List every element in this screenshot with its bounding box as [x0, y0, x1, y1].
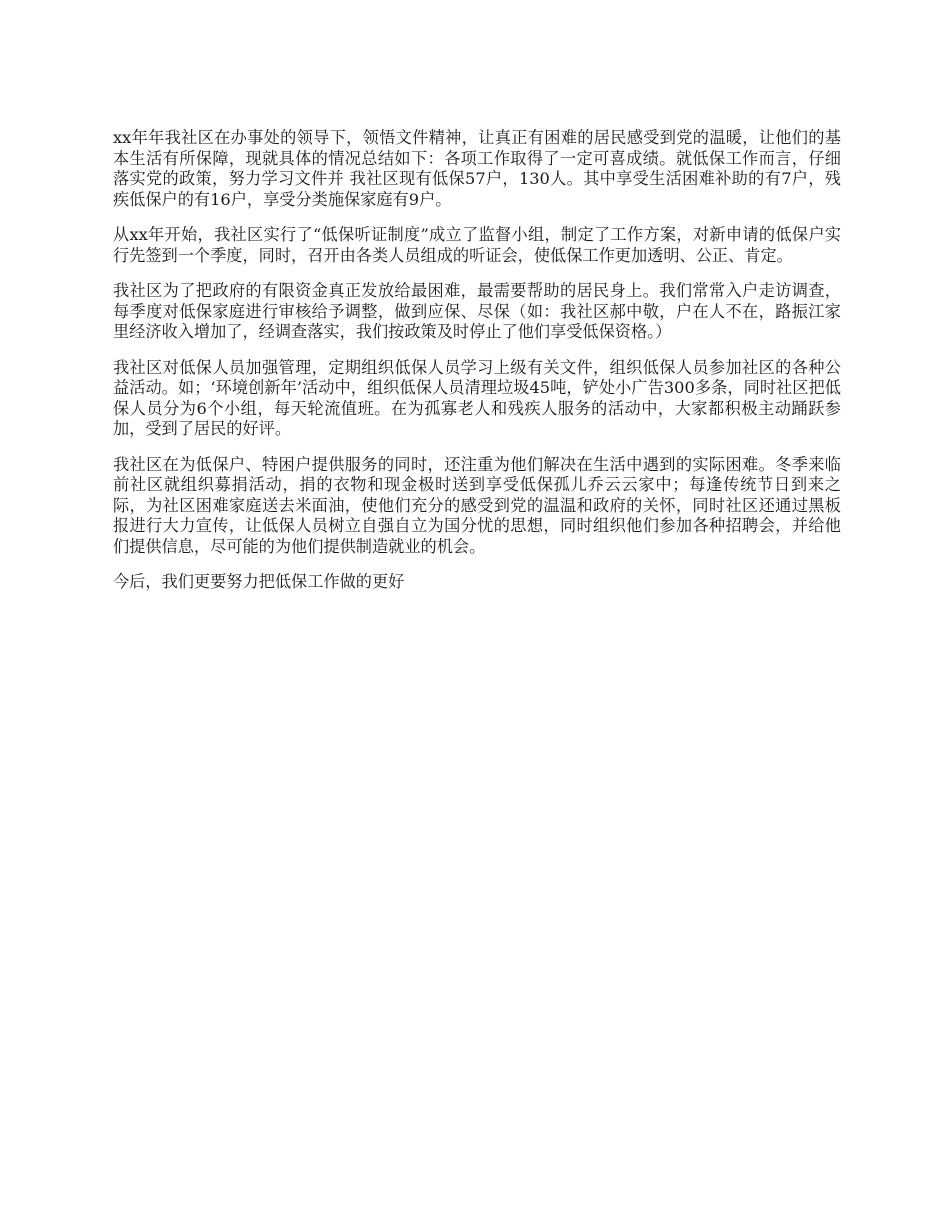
- paragraph-6: 今后，我们更要努力把低保工作做的更好: [113, 572, 405, 591]
- paragraph-3: 我社区为了把政府的有限资金真正发放给最困难，最需要帮助的居民身上。我们常常入户走访调查，每季度对低保家庭进行审核给予调整，做到应保、尽保（如：我社区郝中敬，户在人不在，路振江家里经济收入增加了，经调查落实，我们按政策及时停止了他们享受低保资格。）: [113, 281, 841, 341]
- paragraph-5: 我社区在为低保户、特困户提供服务的同时，还注重为他们解决在生活中遇到的实际困难。冬季来临前社区就组织募捐活动，捐的衣物和现金极时送到享受低保孤儿乔云云家中；每逢传统节日到来之际，为社区困难家庭送去米面油，使他们充分的感受到党的温温和政府的关怀，同时社区还通过黑板报进行大力宣传，让低保人员树立自强自立为国分忧的思想，同时组织他们参加各种招聘会，并给他们提供信息，尽可能的为他们提供制造就业的机会。: [113, 454, 841, 556]
- paragraph-2: 从xx年开始，我社区实行了“低保听证制度”成立了监督小组，制定了工作方案，对新申请的低保户实行先签到一个季度，同时，召开由各类人员组成的听证会，使低保工作更加透明、公正、肯定。: [113, 225, 841, 265]
- paragraph-1: xx年年我社区在办事处的领导下，领悟文件精神，让真正有困难的居民感受到党的温暖，让他们的基本生活有所保障，现就具体的情况总结如下：各项工作取得了一定可喜成绩。就低保工作而言，仔细落实党的政策，努力学习文件并 我社区现有低保57户，130人。其中享受生活困难补助的有7户，残疾低保户的有16户，享受分类施保家庭有9户。: [113, 128, 841, 209]
- paragraph-4: 我社区对低保人员加强管理，定期组织低保人员学习上级有关文件，组织低保人员参加社区的各种公益活动。如；‘环境创新年’活动中，组织低保人员清理垃圾45吨，铲处小广告300多条，同时社区把低保人员分为6个小组，每天轮流值班。在为孤寡老人和残疾人服务的活动中，大家都积极主动踊跃参加，受到了居民的好评。: [113, 357, 841, 438]
- document-body: [113, 128, 841, 608]
